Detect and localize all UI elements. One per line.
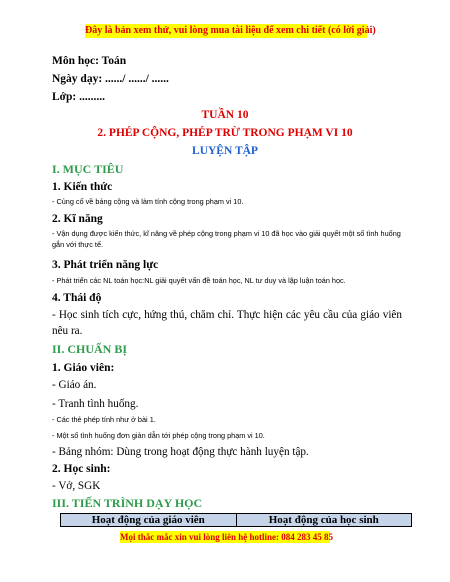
competency-text: - Phát triển các NL toán học:NL giải quyết vấn đề toán học, NL tư duy và lập luận toán học.: [52, 276, 346, 285]
class-line: Lớp: .........: [52, 91, 106, 103]
skills-heading: 2. Kĩ năng: [52, 213, 103, 225]
activity-table-header: [60, 513, 412, 527]
teacher-item-3: - Các thẻ phép tính như ở bài 1.: [52, 415, 156, 424]
week-title: TUẦN 10: [201, 109, 249, 121]
section-objectives: I. MỤC TIÊU: [52, 162, 124, 176]
attitude-heading: 4. Thái độ: [52, 292, 102, 304]
teacher-item-2: - Tranh tình huống.: [52, 398, 139, 410]
teacher-item-5: - Bảng nhóm: Dùng trong hoạt động thực hành luyện tập.: [52, 446, 309, 458]
attitude-text: - Học sinh tích cực, hứng thú, chăm chỉ. Thực hiện các yêu cầu của giáo viên nêu ra.: [52, 309, 402, 337]
competency-heading: 3. Phát triển năng lực: [52, 259, 159, 271]
knowledge-text: - Củng cố về bảng cộng và làm tính cộng trong phạm vi 10.: [52, 197, 244, 206]
teacher-item-4: - Một số tình huống đơn giản dẫn tới phép cộng trong phạm vi 10.: [52, 431, 265, 440]
col-teacher-activity: Hoạt động của giáo viên: [91, 514, 205, 526]
teacher-item-1: - Giáo án.: [52, 379, 97, 391]
col-student-activity: Hoạt động của học sinh: [236, 514, 412, 526]
skills-text: - Vận dụng được kiến thức, kĩ năng về phép cộng trong phạm vi 10 đã học vào giải quyết một số tình huống gắn với thực tế.: [52, 229, 401, 249]
section-preparation: II. CHUẨN BỊ: [52, 342, 128, 356]
lesson-title: 2. PHÉP CỘNG, PHÉP TRỪ TRONG PHẠM VI 10: [97, 127, 353, 139]
student-heading: 2. Học sinh:: [52, 463, 111, 475]
date-line: Ngày dạy: ....../ ....../ ......: [52, 73, 169, 85]
preview-banner: Đây là bản xem thử, vui lòng mua tài liệu để xem chi tiết (có lời giải): [85, 25, 376, 36]
teacher-heading: 1. Giáo viên:: [52, 362, 115, 374]
subject-line: Môn học: Toán: [52, 55, 127, 67]
hotline-footer: Mọi thắc mắc xin vui lòng liên hệ hotline: 084 283 45 85: [120, 532, 334, 542]
practice-title: LUYỆN TẬP: [192, 145, 258, 157]
knowledge-heading: 1. Kiến thức: [52, 181, 113, 193]
section-process: III. TIẾN TRÌNH DẠY HỌC: [52, 496, 203, 510]
student-item-1: - Vở, SGK: [52, 480, 101, 492]
